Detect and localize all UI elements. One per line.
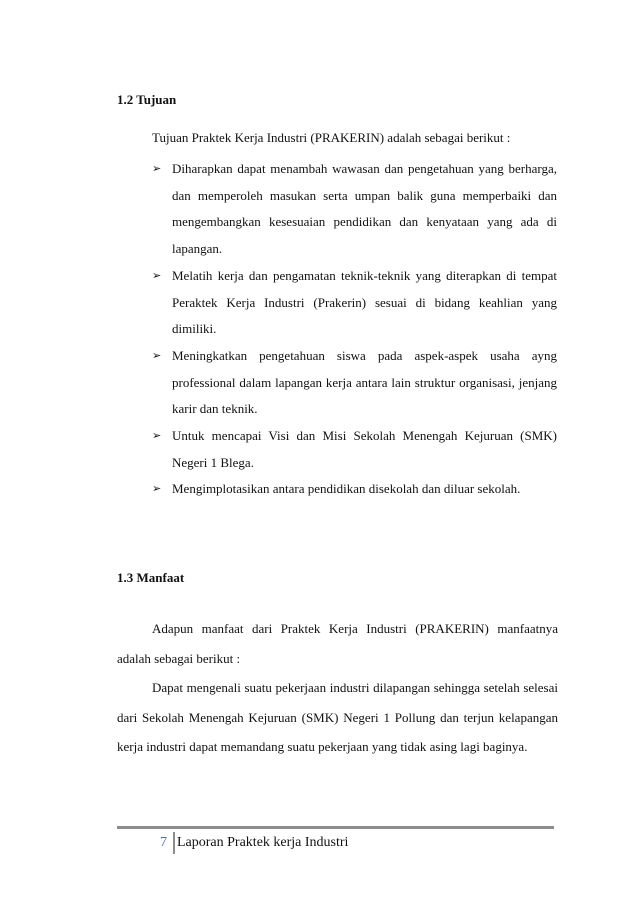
- list-item: [152, 263, 557, 343]
- page-footer: [117, 826, 554, 853]
- footer-title: Laporan Praktek kerja Industri: [177, 835, 349, 850]
- manfaat-paragraph-intro: Adapun manfaat dari Praktek Kerja Industri (PRAKERIN) manfaatnya adalah sebagai berikut :: [117, 621, 558, 666]
- list-item-text: Melatih kerja dan pengamatan teknik-teknik yang diterapkan di tempat Peraktek Kerja Industri (Prakerin) sesuai di bidang keahlian yang dimiliki.: [172, 267, 557, 337]
- page-number: 7: [143, 832, 175, 854]
- list-item-text: Untuk mencapai Visi dan Misi Sekolah Menengah Kejuruan (SMK) Negeri 1 Blega.: [172, 428, 557, 470]
- list-item: [152, 343, 557, 423]
- arrow-bullet-icon: ➢: [152, 349, 162, 362]
- list-item-text: Meningkatkan pengetahuan siswa pada aspek-aspek usaha ayng professional dalam lapangan kerja antara lain struktur organisasi, jenjang karir dan teknik.: [172, 347, 557, 417]
- list-item: [152, 476, 557, 503]
- section-heading-tujuan: 1.2 Tujuan: [117, 92, 177, 107]
- list-item-text: Diharapkan dapat menambah wawasan dan pengetahuan yang berharga, dan memperoleh masukan serta umpan balik guna memperbaiki dan mengembangkan kesesuaian pendidikan dan kenyataan yang ada di lapangan.: [172, 161, 557, 257]
- tujuan-intro: Tujuan Praktek Kerja Industri (PRAKERIN) adalah sebagai berikut :: [152, 130, 511, 145]
- section-heading-manfaat: 1.3 Manfaat: [117, 570, 185, 585]
- tujuan-list: [152, 156, 557, 503]
- list-item: [152, 156, 557, 263]
- list-item: [152, 423, 557, 476]
- arrow-bullet-icon: ➢: [152, 163, 162, 175]
- list-item-text: Mengimplotasikan antara pendidikan disekolah dan diluar sekolah.: [172, 481, 521, 497]
- arrow-bullet-icon: ➢: [152, 269, 162, 282]
- arrow-bullet-icon: ➢: [152, 483, 162, 496]
- arrow-bullet-icon: ➢: [152, 430, 162, 443]
- manfaat-paragraph-body: Dapat mengenali suatu pekerjaan industri dilapangan sehingga setelah selesai dari Sekolah Menengah Kejuruan (SMK) Negeri 1 Pollung dan terjun kelapangan kerja industri dapat memandang suatu pekerjaan yang tidak asing lagi baginya.: [117, 680, 558, 754]
